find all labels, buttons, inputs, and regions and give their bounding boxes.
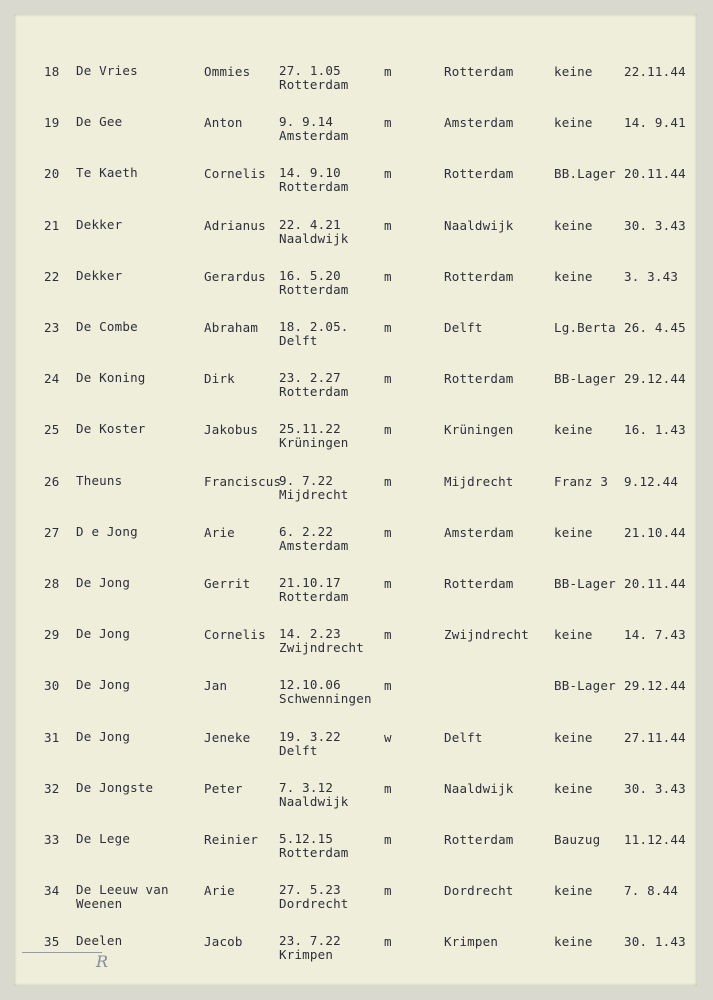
table-row	[14, 371, 697, 421]
birth-date: 27. 1.05	[279, 63, 341, 78]
sex: m	[384, 268, 392, 284]
table-row	[14, 320, 697, 370]
given-name: Gerrit	[204, 576, 251, 591]
birth-place: Zwijndrecht	[279, 640, 364, 656]
surname: De Koning	[76, 370, 146, 386]
surname: De Jong	[76, 575, 131, 590]
birth-info	[279, 474, 349, 502]
surname: De Gee	[76, 114, 123, 130]
date: 26. 4.45	[624, 320, 686, 335]
row-number: 21	[44, 217, 60, 233]
residence: Amsterdam	[444, 524, 514, 540]
sex: m	[384, 524, 392, 540]
birth-info	[279, 115, 349, 143]
residence: Dordrecht	[444, 883, 514, 899]
row-number: 31	[44, 729, 60, 745]
birth-date: 14. 9.10	[279, 165, 341, 181]
given-name: Franciscus	[204, 473, 282, 489]
surname: De Vries	[76, 63, 138, 78]
birth-place: Naaldwijk	[279, 230, 349, 246]
sex: m	[384, 678, 392, 694]
camp: keine	[554, 883, 593, 899]
sex: m	[384, 166, 392, 182]
surname: Te Kaeth	[76, 165, 138, 181]
given-name: Anton	[204, 115, 243, 131]
sex: m	[384, 217, 392, 233]
residence: Rotterdam	[444, 268, 514, 284]
birth-info	[279, 218, 349, 246]
birth-info	[279, 422, 349, 450]
date: 11.12.44	[624, 832, 686, 847]
residence: Rotterdam	[444, 64, 514, 79]
row-number: 25	[44, 422, 60, 438]
camp: keine	[554, 268, 593, 284]
sex: m	[384, 371, 392, 387]
birth-date: 25.11.22	[279, 421, 341, 437]
camp: keine	[554, 524, 593, 540]
table-row	[14, 218, 697, 268]
surname: Dekker	[76, 267, 123, 283]
camp: keine	[554, 627, 593, 643]
date: 30. 3.43	[624, 217, 686, 233]
date: 20.11.44	[624, 166, 686, 182]
sex: m	[384, 883, 392, 899]
table-row	[14, 627, 697, 677]
row-number: 22	[44, 268, 60, 284]
birth-info	[279, 371, 349, 399]
table-row	[14, 883, 697, 933]
residence: Rotterdam	[444, 576, 514, 591]
row-number: 19	[44, 115, 60, 131]
given-name: Arie	[204, 883, 235, 899]
date: 20.11.44	[624, 576, 686, 591]
birth-place: Amsterdam	[279, 537, 349, 553]
date: 29.12.44	[624, 678, 686, 694]
birth-place: Naaldwijk	[279, 793, 349, 809]
table-row	[14, 115, 697, 165]
sex: m	[384, 780, 392, 796]
camp: Bauzug	[554, 832, 601, 847]
birth-date: 9. 7.22	[279, 472, 334, 488]
surname: De Lege	[76, 831, 131, 846]
birth-info	[279, 832, 349, 860]
camp: Lg.Berta	[554, 320, 616, 335]
birth-place: Rotterdam	[279, 77, 349, 92]
birth-place: Schwenningen	[279, 691, 372, 707]
birth-date: 6. 2.22	[279, 523, 334, 539]
birth-date: 9. 9.14	[279, 114, 334, 130]
row-number: 34	[44, 883, 60, 899]
camp: Franz 3	[554, 473, 609, 489]
birth-date: 12.10.06	[279, 677, 341, 693]
surname: Deelen	[76, 933, 123, 949]
table-row	[14, 422, 697, 472]
sex: m	[384, 627, 392, 643]
given-name: Adrianus	[204, 217, 266, 233]
residence: Krimpen	[444, 934, 499, 950]
date: 14. 7.43	[624, 627, 686, 643]
given-name: Reinier	[204, 832, 259, 847]
birth-info	[279, 934, 341, 962]
birth-date: 7. 3.12	[279, 779, 334, 795]
date: 27.11.44	[624, 729, 686, 745]
birth-place: Rotterdam	[279, 384, 349, 400]
date: 3. 3.43	[624, 268, 679, 284]
document-page	[14, 14, 697, 986]
row-number: 28	[44, 576, 60, 591]
camp: keine	[554, 729, 593, 745]
sex: m	[384, 320, 392, 335]
row-number: 30	[44, 678, 60, 694]
residence: Rotterdam	[444, 832, 514, 847]
birth-date: 27. 5.23	[279, 882, 341, 898]
date: 30. 1.43	[624, 934, 686, 950]
birth-info	[279, 781, 349, 809]
birth-date: 14. 2.23	[279, 626, 341, 642]
birth-place: Rotterdam	[279, 281, 349, 297]
birth-info	[279, 678, 372, 706]
given-name: Jan	[204, 678, 228, 694]
row-number: 29	[44, 627, 60, 643]
sex: m	[384, 64, 392, 79]
given-name: Peter	[204, 780, 243, 796]
surname: Theuns	[76, 472, 123, 488]
camp: BB-Lager	[554, 678, 616, 694]
given-name: Jacob	[204, 934, 243, 950]
birth-place: Amsterdam	[279, 128, 349, 144]
surname: De Combe	[76, 319, 138, 334]
sex: w	[384, 729, 392, 745]
surname: De Jong	[76, 677, 131, 693]
row-number: 33	[44, 832, 60, 847]
birth-date: 19. 3.22	[279, 728, 341, 744]
camp: keine	[554, 934, 593, 950]
given-name: Dirk	[204, 371, 235, 387]
residence: Mijdrecht	[444, 473, 514, 489]
date: 29.12.44	[624, 371, 686, 387]
residence: Naaldwijk	[444, 217, 514, 233]
birth-info	[279, 64, 349, 92]
sex: m	[384, 934, 392, 950]
table-row	[14, 64, 697, 114]
sex: m	[384, 422, 392, 438]
row-number: 35	[44, 934, 60, 950]
birth-info	[279, 269, 349, 297]
residence: Naaldwijk	[444, 780, 514, 796]
camp: keine	[554, 217, 593, 233]
table-row	[14, 678, 697, 728]
date: 9.12.44	[624, 473, 679, 489]
given-name: Ommies	[204, 64, 251, 79]
birth-info	[279, 730, 341, 758]
given-name: Jeneke	[204, 729, 251, 745]
camp: BB-Lager	[554, 371, 616, 387]
birth-place: Delft	[279, 742, 318, 758]
row-number: 27	[44, 524, 60, 540]
date: 16. 1.43	[624, 422, 686, 438]
surname: De Jong	[76, 626, 131, 642]
camp: BB.Lager	[554, 166, 616, 182]
footer-rule	[22, 952, 102, 953]
sex: m	[384, 115, 392, 131]
surname: De Jong	[76, 728, 131, 744]
surname: De Koster	[76, 421, 146, 437]
sex: m	[384, 832, 392, 847]
table-row	[14, 730, 697, 780]
surname: Dekker	[76, 216, 123, 232]
birth-place: Mijdrecht	[279, 486, 349, 502]
table-row	[14, 576, 697, 626]
table-row	[14, 269, 697, 319]
birth-place: Rotterdam	[279, 589, 349, 604]
row-number: 32	[44, 780, 60, 796]
sex: m	[384, 576, 392, 591]
given-name: Jakobus	[204, 422, 259, 438]
row-number: 23	[44, 320, 60, 335]
residence: Delft	[444, 320, 483, 335]
birth-place: Dordrecht	[279, 896, 349, 912]
camp: keine	[554, 422, 593, 438]
birth-date: 21.10.17	[279, 575, 341, 590]
birth-info	[279, 320, 349, 348]
residence: Krüningen	[444, 422, 514, 438]
table-row	[14, 934, 697, 984]
table-row	[14, 832, 697, 882]
camp: keine	[554, 115, 593, 131]
date: 22.11.44	[624, 64, 686, 79]
birth-place: Rotterdam	[279, 845, 349, 860]
given-name: Arie	[204, 524, 235, 540]
residence: Zwijndrecht	[444, 627, 529, 643]
birth-place: Krüningen	[279, 435, 349, 451]
row-number: 18	[44, 64, 60, 79]
given-name: Cornelis	[204, 627, 266, 643]
given-name: Gerardus	[204, 268, 266, 284]
birth-info	[279, 166, 349, 194]
date: 7. 8.44	[624, 883, 679, 899]
date: 14. 9.41	[624, 115, 686, 131]
camp: keine	[554, 64, 593, 79]
date: 21.10.44	[624, 524, 686, 540]
surname: De Jongste	[76, 779, 154, 795]
row-number: 20	[44, 166, 60, 182]
handwritten-mark: R	[96, 952, 109, 971]
surname: D e Jong	[76, 523, 138, 539]
table-row	[14, 166, 697, 216]
birth-info	[279, 627, 364, 655]
table-row	[14, 474, 697, 524]
sex: m	[384, 473, 392, 489]
camp: keine	[554, 780, 593, 796]
birth-date: 18. 2.05.	[279, 319, 349, 334]
given-name: Abraham	[204, 320, 259, 335]
birth-info	[279, 525, 349, 553]
birth-place: Delft	[279, 333, 318, 348]
birth-date: 16. 5.20	[279, 267, 341, 283]
birth-date: 5.12.15	[279, 831, 334, 846]
birth-date: 23. 2.27	[279, 370, 341, 386]
birth-date: 23. 7.22	[279, 933, 341, 949]
birth-date: 22. 4.21	[279, 216, 341, 232]
birth-place: Krimpen	[279, 947, 334, 963]
residence: Rotterdam	[444, 166, 514, 182]
row-number: 26	[44, 473, 60, 489]
table-row	[14, 525, 697, 575]
residence: Rotterdam	[444, 371, 514, 387]
residence: Amsterdam	[444, 115, 514, 131]
table-row	[14, 781, 697, 831]
residence: Delft	[444, 729, 483, 745]
birth-info	[279, 576, 349, 604]
birth-place: Rotterdam	[279, 179, 349, 195]
given-name: Cornelis	[204, 166, 266, 182]
date: 30. 3.43	[624, 780, 686, 796]
camp: BB-Lager	[554, 576, 616, 591]
row-number: 24	[44, 371, 60, 387]
birth-info	[279, 883, 349, 911]
surname: De Leeuw van Weenen	[76, 882, 169, 912]
